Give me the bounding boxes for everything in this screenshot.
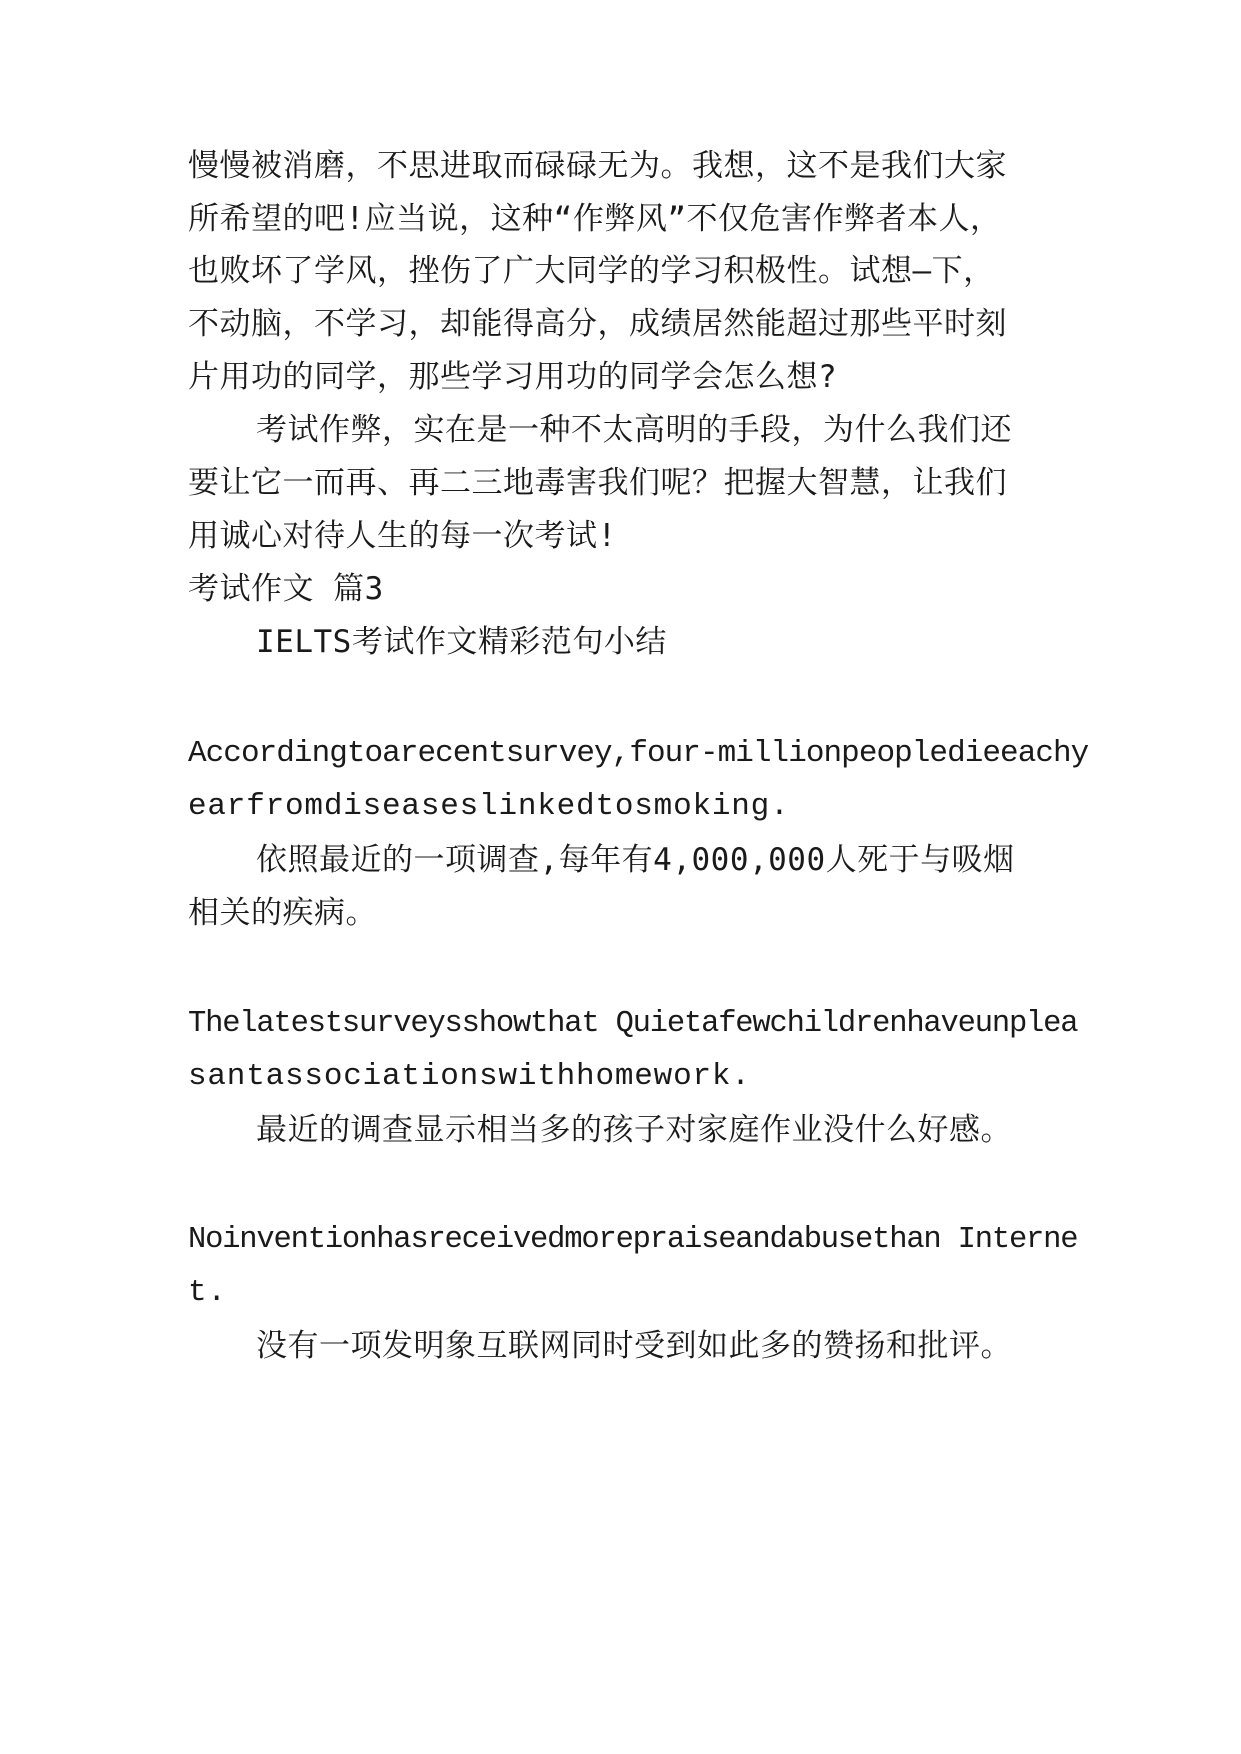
text-line: 用诚心对待人生的每一次考试! <box>188 518 617 554</box>
section-heading: 考试作文 篇3 <box>188 571 384 607</box>
text-line: IELTS考试作文精彩范句小结 <box>256 624 667 660</box>
english-sentence: Accordingtoarecentsurvey,four-millionpeopledieeachy <box>188 736 1089 771</box>
chinese-translation: 最近的调查显示相当多的孩子对家庭作业没什么好感。 <box>256 1112 1012 1148</box>
english-sentence: santassociationswithhomework. <box>188 1059 751 1094</box>
chinese-translation: 依照最近的一项调查,每年有4,000,000人死于与吸烟 <box>256 842 1015 878</box>
text-line: 不动脑，不学习，却能得高分，成绩居然能超过那些平时刻 <box>188 306 1007 342</box>
english-sentence: Noinventionhasreceivedmorepraiseandabusethan Interne <box>188 1223 1078 1257</box>
text-line: 也败坏了学风，挫伤了广大同学的学习积极性。试想—下， <box>188 253 995 289</box>
text-line: 要让它一而再、再二三地毒害我们呢？把握大智慧，让我们 <box>188 465 1007 501</box>
text-line: 考试作弊，实在是一种不太高明的手段，为什么我们还 <box>256 412 1012 448</box>
chinese-translation: 没有一项发明象互联网同时受到如此多的赞扬和批评。 <box>256 1328 1012 1364</box>
text-line: 片用功的同学，那些学习用功的同学会怎么想? <box>188 359 838 395</box>
english-sentence: t. <box>188 1275 227 1310</box>
english-sentence: Thelatestsurveysshowthat Quietafewchildrenhaveunplea <box>188 1007 1078 1041</box>
chinese-translation: 相关的疾病。 <box>188 895 377 931</box>
text-line: 慢慢被消磨，不思进取而碌碌无为。我想，这不是我们大家 <box>188 148 1007 184</box>
text-line: 所希望的吧!应当说，这种“作弊风”不仅危害作弊者本人， <box>188 201 1002 237</box>
english-sentence: earfromdiseaseslinkedtosmoking. <box>188 789 790 824</box>
